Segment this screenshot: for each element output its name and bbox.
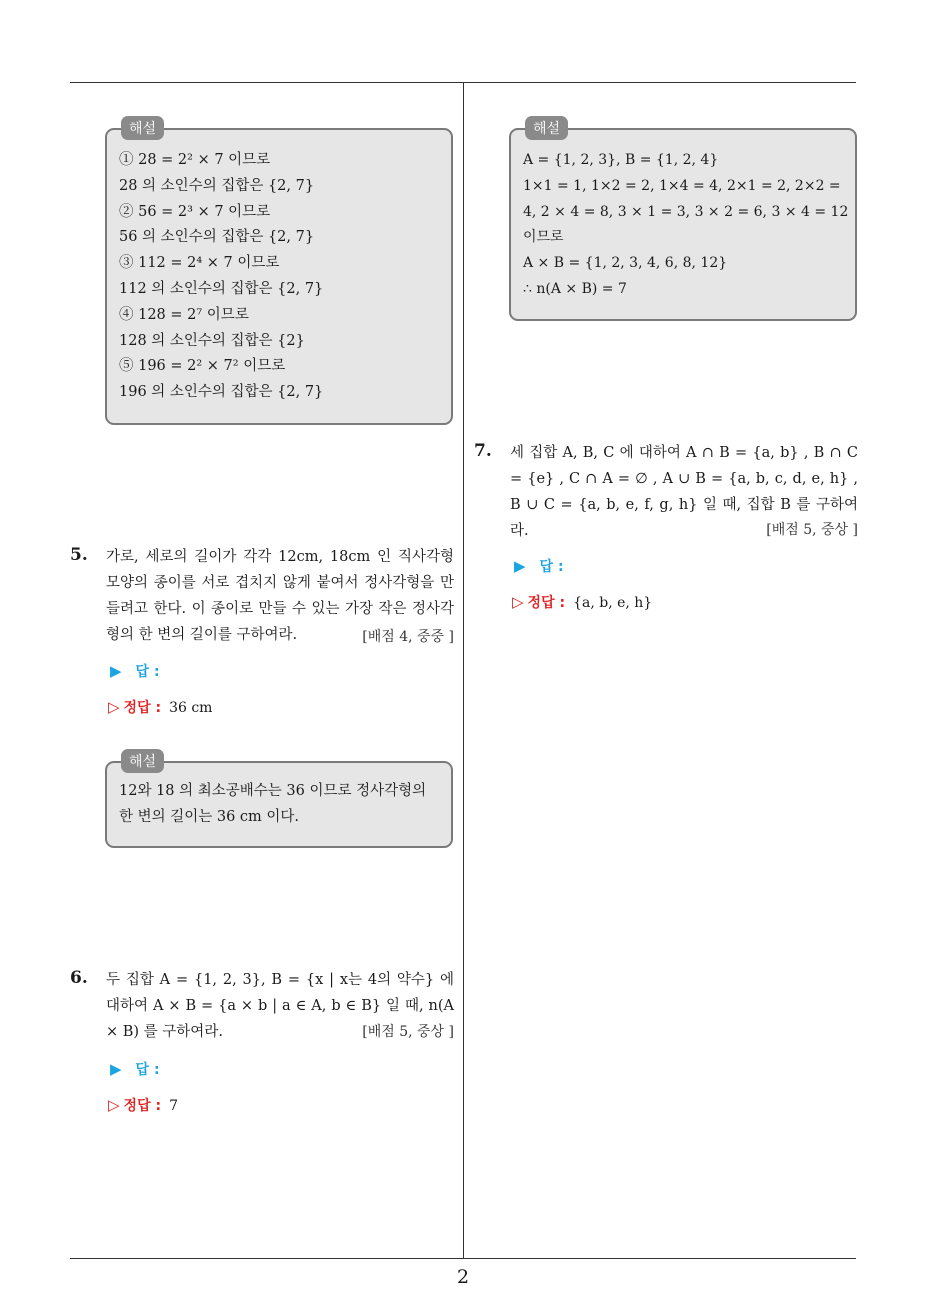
solution-box-prev-right (509, 121, 857, 321)
solution-line: 12와 18 의 최소공배수는 36 이므로 정사각형의 (119, 783, 427, 799)
answer-label: 답 : (539, 559, 564, 575)
correct-answer-value: {a, b, e, h} (573, 595, 653, 611)
correct-label: 정답 : (527, 595, 566, 611)
problem-5-number: 5. (70, 545, 88, 565)
solution-body (119, 148, 439, 406)
solution-line: ② 56 = 2³ × 7 이므로 (119, 203, 271, 220)
problem-5-answer-row (110, 661, 160, 681)
bottom-rule (70, 1258, 856, 1259)
solution-tag: 해설 (121, 749, 164, 773)
correct-answer-value: 7 (169, 1098, 178, 1114)
solution-line: 4, 2 × 4 = 8, 3 × 1 = 3, 3 × 2 = 6, 3 × 4 = 12 (523, 203, 849, 220)
problem-5-score: [배점 4, 중중 ] (362, 629, 454, 645)
solution-tag: 해설 (121, 116, 164, 140)
problem-6-score: [배점 5, 중상 ] (362, 1024, 454, 1040)
solution-line: 56 의 소인수의 집합은 {2, 7} (119, 229, 315, 246)
solution-line: 이므로 (523, 229, 564, 246)
solution-line: ① 28 = 2² × 7 이므로 (119, 152, 271, 168)
answer-marker-icon: ▶ (110, 662, 122, 680)
solution-line: ③ 112 = 2⁴ × 7 이므로 (119, 255, 280, 272)
solution-line: A × B = {1, 2, 3, 4, 6, 8, 12} (523, 255, 728, 272)
correct-label: 정답 : (123, 700, 162, 716)
correct-marker-icon: ▷ (108, 698, 120, 716)
solution-line: 1×1 = 1, 1×2 = 2, 1×4 = 4, 2×1 = 2, 2×2 = (523, 177, 841, 194)
problem-5-text: 가로, 세로의 길이가 각각 12cm, 18cm 인 직사각형 모양의 종이를 서로 겹치지 않게 붙여서 정사각형을 만들려고 한다. 이 종이로 만들 수 있는 가장 작은 정사각형의 한 변의 길이를 구하여라. (106, 549, 454, 643)
solution-line: A = {1, 2, 3}, B = {1, 2, 4} (523, 152, 719, 168)
problem-5-solution-box (105, 754, 453, 848)
solution-body (119, 779, 439, 831)
problem-6-correct-row (108, 1095, 178, 1115)
correct-answer-value: 36 cm (169, 700, 213, 716)
answer-marker-icon: ▶ (110, 1060, 122, 1078)
problem-7-answer-row (514, 556, 564, 576)
answer-label: 답 : (135, 664, 160, 680)
solution-box-prev-left (105, 121, 453, 425)
problem-5-correct-row (108, 697, 212, 717)
answer-marker-icon: ▶ (514, 557, 526, 575)
solution-line: 한 변의 길이는 36 cm 이다. (119, 808, 300, 825)
correct-label: 정답 : (123, 1098, 162, 1114)
correct-marker-icon: ▷ (108, 1096, 120, 1114)
solution-line: 28 의 소인수의 집합은 {2, 7} (119, 177, 315, 194)
problem-6-answer-row (110, 1059, 160, 1079)
problem-7-correct-row (512, 592, 652, 612)
solution-line: ∴ n(A × B) = 7 (523, 280, 627, 297)
problem-7-number: 7. (474, 441, 492, 461)
solution-line: 128 의 소인수의 집합은 {2} (119, 332, 305, 349)
solution-body (523, 148, 849, 303)
column-divider (463, 82, 464, 1258)
problem-7-text: 세 집합 A, B, C 에 대하여 A ∩ B = {a, b} , B ∩ C = {e} , C ∩ A = ∅ , A ∪ B = {a, b, c, d, e, h} , B ∪ C = {a, b, e, f, g, h} 일 때, 집합 B 를 구하여라. (510, 445, 858, 539)
page-number: 2 (456, 1266, 470, 1288)
problem-6-text: 두 집합 A = {1, 2, 3}, B = {x | x는 4의 약수} 에 대하여 A × B = {a × b | a ∈ A, b ∈ B} 일 때, n(A × B) 를 구하여라. (106, 972, 454, 1040)
solution-line: ⑤ 196 = 2² × 7² 이므로 (119, 358, 286, 375)
problem-7-score: [배점 5, 중상 ] (766, 522, 858, 538)
solution-line: 196 의 소인수의 집합은 {2, 7} (119, 384, 324, 401)
answer-label: 답 : (135, 1062, 160, 1078)
solution-line: 112 의 소인수의 집합은 {2, 7} (119, 280, 324, 297)
solution-line: ④ 128 = 2⁷ 이므로 (119, 306, 249, 323)
solution-tag: 해설 (525, 116, 568, 140)
correct-marker-icon: ▷ (512, 593, 524, 611)
problem-6-number: 6. (70, 968, 88, 988)
